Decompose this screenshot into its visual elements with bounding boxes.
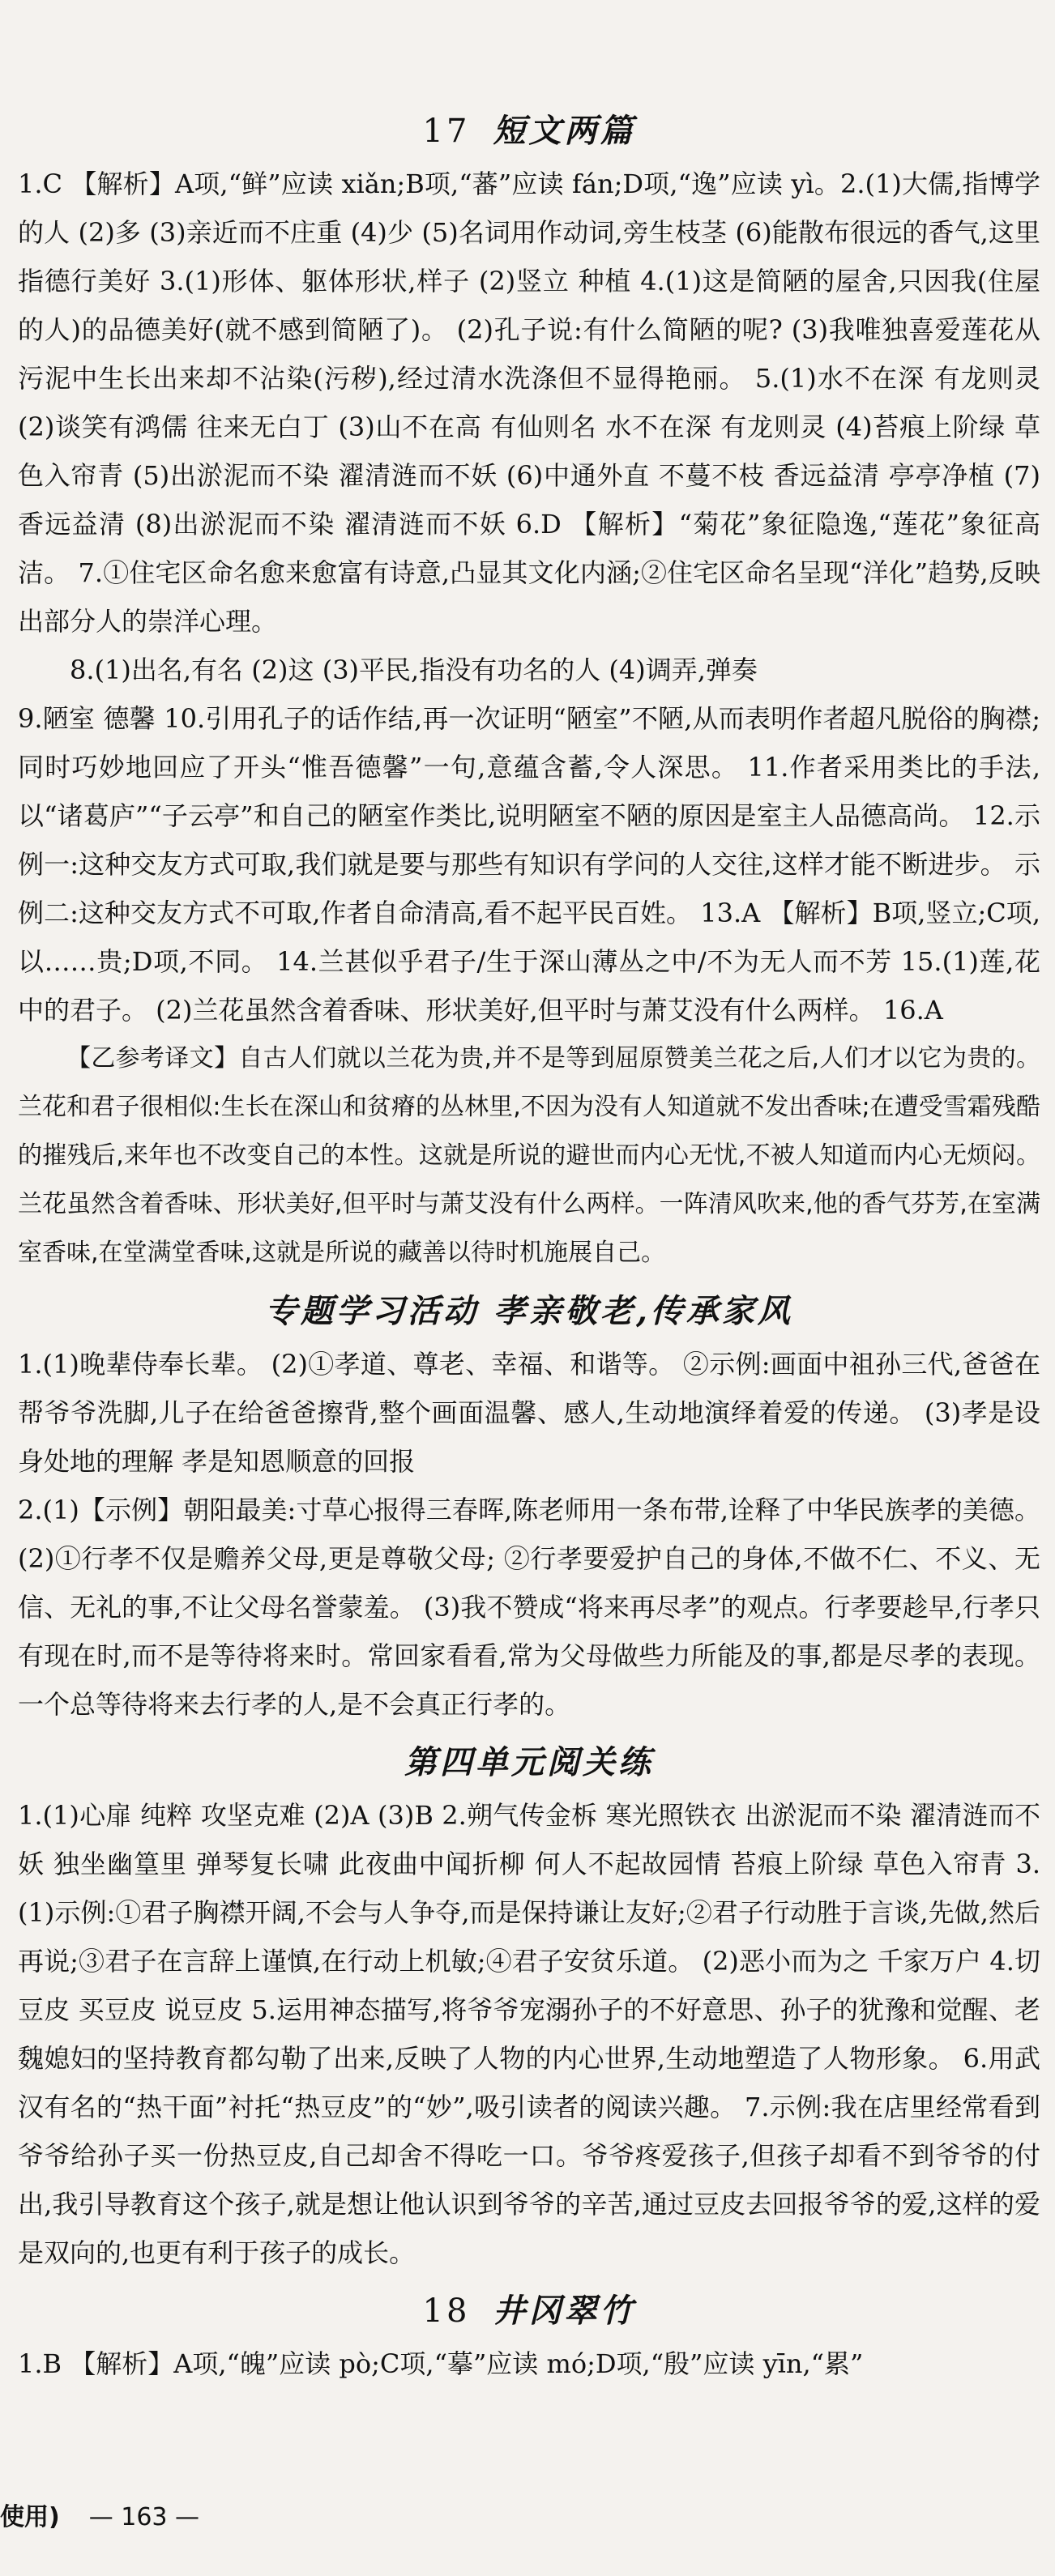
section-18 <box>18 2285 1040 2388</box>
section-special-topic <box>18 1286 1040 1729</box>
answer-paragraph: 1.B 【解析】A项,“魄”应读 pò;C项,“摹”应读 mó;D项,“殷”应读 yīn,“累” <box>18 2348 864 2379</box>
section-heading: 井冈翠竹 <box>493 2292 636 2330</box>
translation-paragraph: 【乙参考译文】自古人们就以兰花为贵,并不是等到屈原赞美兰花之后,人们才以它为贵的。兰花和君子很相似:生长在深山和贫瘠的丛林里,不因为没有人知道就不发出香味;在遭受雪霜残酷的摧残后,来年也不改变自己的本性。这就是所说的避世而内心无忧,不被人知道而内心无烦闷。兰花虽然含着香味、形状美好,但平时与萧艾没有什么两样。一阵清风吹来,他的香气芬芳,在室满室香味,在堂满堂香味,这就是所说的藏善以待时机施展自己。 <box>18 1044 1040 1267</box>
answer-paragraph: 9.陋室 德馨 10.引用孔子的话作结,再一次证明“陋室”不陋,从而表明作者超凡脱俗的胸襟;同时巧妙地回应了开头“惟吾德馨”一句,意蕴含蓄,令人深思。 11.作者采用类比的手法,以“诸葛庐”“子云亭”和自己的陋室作类比,说明陋室不陋的原因是室主人品德高尚。 12.示例一:这种交友方式可取,我们就是要与那些有知识有学问的人交往,这样才能不断进步。 示例二:这种交友方式不可取,作者自命清高,看不起平民百姓。 13.A 【解析】B项,竖立;C项,以……贵;D项,不同。 14.兰甚似乎君子/生于深山薄丛之中/不为无人而不芳 15.(1)莲,花中的君子。 (2)兰花虽然含着香味、形状美好,但平时与萧艾没有什么两样。 16.A <box>18 703 1040 1026</box>
footer-label: 使用) <box>0 2503 60 2531</box>
answer-paragraph: 1.(1)晚辈侍奉长辈。 (2)①孝道、尊老、幸福、和谐等。 ②示例:画面中祖孙三代,爸爸在帮爷爷洗脚,儿子在给爸爸擦背,整个画面温馨、感人,生动地演绎着爱的传递。 (3)孝是设身处地的理解 孝是知恩顺意的回报 <box>18 1349 1040 1477</box>
section-title <box>18 1286 1040 1332</box>
answer-paragraph: 1.(1)心扉 纯粹 攻坚克难 (2)A (3)B 2.朔气传金柝 寒光照铁衣 出淤泥而不染 濯清涟而不妖 独坐幽篁里 弹琴复长啸 此夜曲中闻折柳 何人不起故园情 苔痕上阶绿 草色入帘青 3.(1)示例:①君子胸襟开阔,不会与人争夺,而是保持谦让友好;②君子行动胜于言谈,先做,然后再说;③君子在言辞上谨慎,在行动上机敏;④君子安贫乐道。 (2)恶小而为之 千家万户 4.切豆皮 买豆皮 说豆皮 5.运用神态描写,将爷爷宠溺孙子的不好意思、孙子的犹豫和觉醒、老魏媳妇的坚持教育都勾勒了出来,反映了人物的内心世界,生动地塑造了人物形象。 6.用武汉有名的“热干面”衬托“热豆皮”的“妙”,吸引读者的阅读兴趣。 7.示例:我在店里经常看到爷爷给孙子买一份热豆皮,自己却舍不得吃一口。爷爷疼爱孩子,但孩子却看不到爷爷的付出,我引导教育这个孩子,就是想让他认识到爷爷的辛苦,通过豆皮去回报爷爷的爱,这样的爱是双向的,也更有利于孩子的成长。 <box>18 1800 1040 2268</box>
answer-page <box>18 97 1040 2388</box>
page-number: — 163 — <box>88 2503 200 2531</box>
section-number: 17 <box>422 113 471 150</box>
section-number: 18 <box>422 2292 471 2330</box>
section-heading: 专题学习活动 孝亲敬老,传承家风 <box>265 1292 793 1330</box>
section-heading: 短文两篇 <box>493 112 636 150</box>
section-title <box>18 1737 1040 1783</box>
section-heading: 第四单元阅关练 <box>404 1743 654 1781</box>
answer-paragraph: 8.(1)出名,有名 (2)这 (3)平民,指没有功名的人 (4)调弄,弹奏 <box>70 655 758 685</box>
section-unit-four <box>18 1737 1040 2277</box>
page-footer <box>0 2497 199 2532</box>
section-title <box>18 105 1040 151</box>
answer-paragraph: 1.C 【解析】A项,“鲜”应读 xiǎn;B项,“蕃”应读 fán;D项,“逸”应读 yì。2.(1)大儒,指博学的人 (2)多 (3)亲近而不庄重 (4)少 (5)名词用作动词,旁生枝茎 (6)能散布很远的香气,这里指德行美好 3.(1)形体、躯体形状,样子 (2)竖立 种植 4.(1)这是简陋的屋舍,只因我(住屋的人)的品德美好(就不感到简陋了)。 (2)孔子说:有什么简陋的呢? (3)我唯独喜爱莲花从污泥中生长出来却不沾染(污秽),经过清水洗涤但不显得艳丽。 5.(1)水不在深 有龙则灵 (2)谈笑有鸿儒 往来无白丁 (3)山不在高 有仙则名 水不在深 有龙则灵 (4)苔痕上阶绿 草色入帘青 (5)出淤泥而不染 濯清涟而不妖 (6)中通外直 不蔓不枝 香远益清 亭亭净植 (7)香远益清 (8)出淤泥而不染 濯清涟而不妖 6.D 【解析】“菊花”象征隐逸,“莲花”象征高洁。 7.①住宅区命名愈来愈富有诗意,凸显其文化内涵;②住宅区命名呈现“洋化”趋势,反映出部分人的崇洋心理。 <box>18 168 1040 637</box>
section-title <box>18 2285 1040 2331</box>
section-17 <box>18 105 1040 1277</box>
answer-paragraph: 2.(1)【示例】朝阳最美:寸草心报得三春晖,陈老师用一条布带,诠释了中华民族孝的美德。 (2)①行孝不仅是赡养父母,更是尊敬父母; ②行孝要爱护自己的身体,不做不仁、不义、无信、无礼的事,不让父母名誉蒙羞。 (3)我不赞成“将来再尽孝”的观点。行孝要趁早,行孝只有现在时,而不是等待将来时。常回家看看,常为父母做些力所能及的事,都是尽孝的表现。一个总等待将来去行孝的人,是不会真正行孝的。 <box>18 1495 1040 1720</box>
